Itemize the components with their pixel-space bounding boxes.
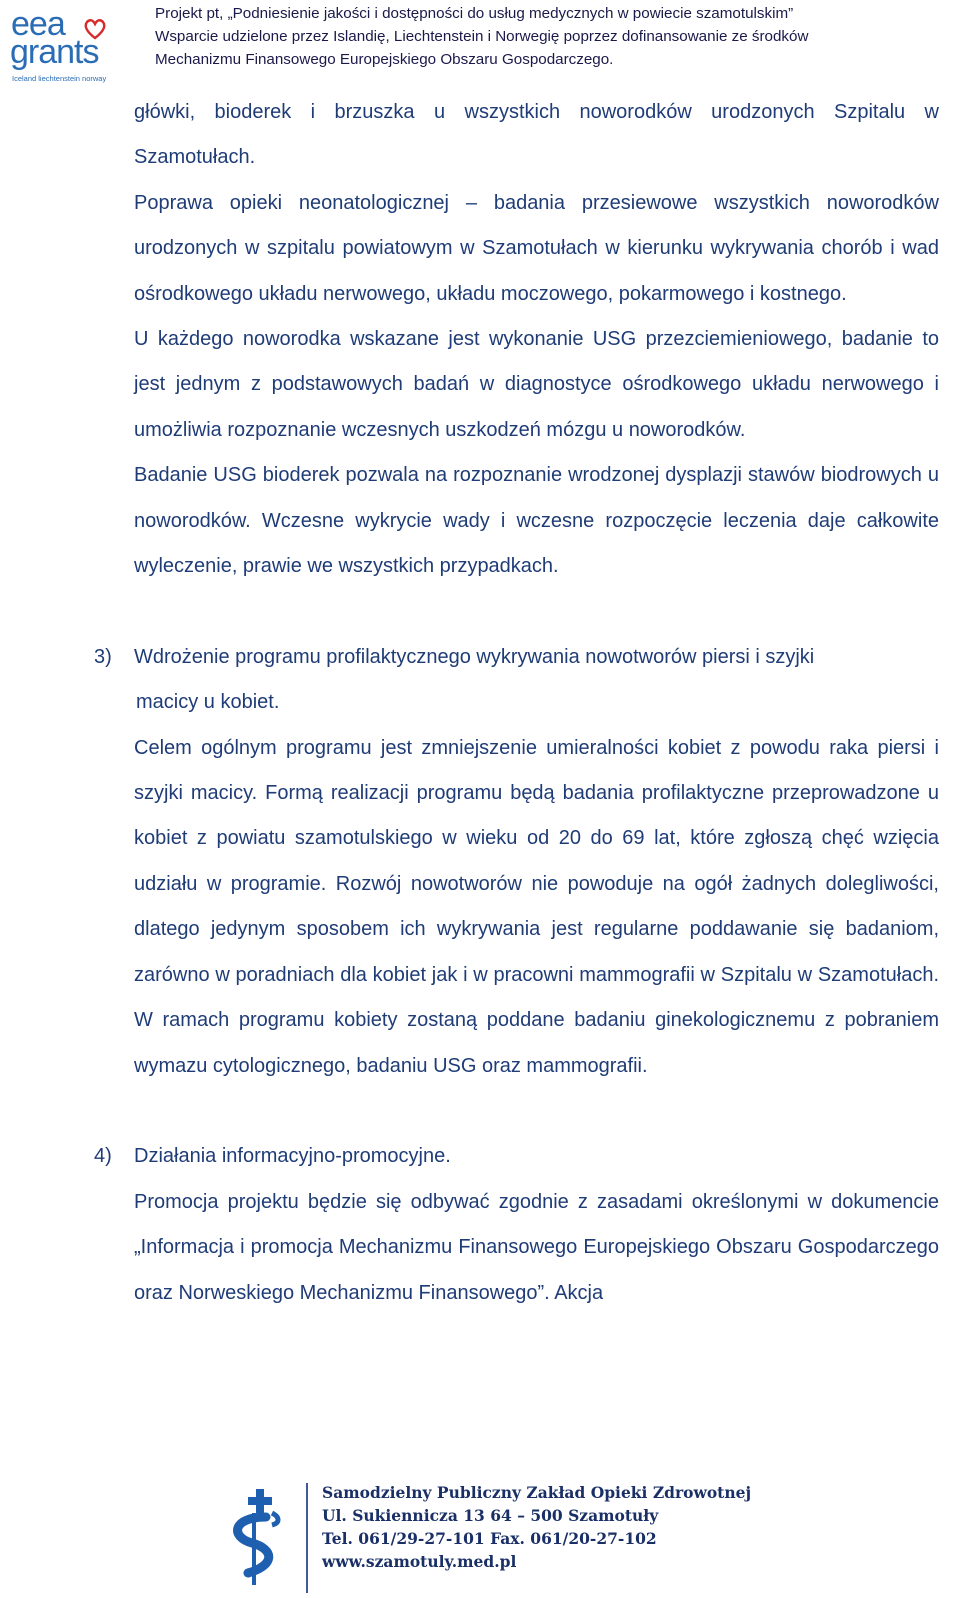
page-footer <box>0 1475 960 1598</box>
list-item-title: Wdrożenie programu profilaktycznego wykrywania nowotworów piersi i szyjki <box>134 645 815 668</box>
header-line-3: Mechanizmu Finansowego Europejskiego Obszaru Gospodarczego. <box>155 51 614 68</box>
footer-divider <box>306 1483 308 1593</box>
list-item-title: Działania informacyjno-promocyjne. <box>134 1145 451 1168</box>
hospital-caduceus-logo-icon <box>222 1487 294 1587</box>
list-item-4 <box>94 1134 939 1316</box>
logo-grants-text: grants <box>10 33 99 71</box>
footer-contact <box>322 1481 751 1573</box>
header-line-1: Projekt pt, „Podniesienie jakości i dostępności do usług medycznych w powiecie szamotulskim” <box>155 5 794 22</box>
document-body <box>94 90 939 1316</box>
footer-phone-fax: Tel. 061/29-27-101 Fax. 061/20-27-102 <box>322 1529 657 1548</box>
paragraph-usg-hips: Badanie USG bioderek pozwala na rozpoznanie wrodzonej dysplazji stawów biodrowych u noworodków. Wczesne wykrycie wady i wczesne rozpoczęcie leczenia daje całkowite wyleczenie, prawie we wszystkich przypadkach. <box>134 464 939 578</box>
paragraph-usg-head: U każdego noworodka wskazane jest wykonanie USG przezciemieniowego, badanie to jest jednym z podstawowych badań w diagnostyce ośrodkowego układu nerwowego i umożliwia rozpoznanie wczesnych uszkodzeń mózgu u noworodków. <box>134 328 939 441</box>
list-item-title-continuation: macicy u kobiet. <box>136 691 280 714</box>
intro-continuation: główki, bioderek i brzuszka u wszystkich noworodków urodzonych Szpitalu w Szamotułach. <box>134 101 939 169</box>
header-line-2: Wsparcie udzielone przez Islandię, Liechtenstein i Norwegię poprzez dofinansowanie ze środków <box>155 28 809 45</box>
paragraph-neonatal-care: Poprawa opieki neonatologicznej – badania przesiewowe wszystkich noworodków urodzonych w szpitalu powiatowym w Szamotułach w kierunku wykrywania chorób i wad ośrodkowego układu nerwowego, układu moczowego, pokarmowego i kostnego. <box>134 191 939 305</box>
eea-grants-logo <box>8 5 120 84</box>
list-item-number: 3) <box>94 645 112 668</box>
list-item-3 <box>94 635 939 1089</box>
list-item-text: Promocja projektu będzie się odbywać zgodnie z zasadami określonymi w dokumencie „Informacja i promocja Mechanizmu Finansowego Europejskiego Obszaru Gospodarczego oraz Norweskiego Mechanizmu Finansowego”. Akcja <box>134 1190 939 1304</box>
footer-address: Ul. Sukiennicza 13 64 – 500 Szamotuły <box>322 1506 659 1525</box>
list-item-text: Celem ogólnym programu jest zmniejszenie umieralności kobiet z powodu raka piersi i szyjki macicy. Formą realizacji programu będą badania profilaktyczne przeprowadzone u kobiet z powiatu szamotulskiego w wieku od 20 do 69 lat, które zgłoszą chęć wzięcia udziału w programie. Rozwój nowotworów nie powoduje na ogół żadnych dolegliwości, dlatego jedynym sposobem ich wykrywania jest regularne poddawanie się badaniom, zarówno w poradniach dla kobiet jak i w pracowni mammografii w Szpitalu w Szamotułach. W ramach programu kobiety zostaną poddane badaniu ginekologicznemu z pobraniem wymazu cytologicznego, badaniu USG oraz mammografii. <box>134 736 939 1077</box>
page-header <box>0 0 960 90</box>
header-project-info <box>155 2 808 71</box>
footer-website: www.szamotuly.med.pl <box>322 1552 517 1571</box>
list-item-number: 4) <box>94 1145 112 1168</box>
logo-eea-text: eea <box>11 5 65 43</box>
spacer <box>134 589 939 634</box>
footer-institution-name: Samodzielny Publiczny Zakład Opieki Zdrowotnej <box>322 1483 752 1502</box>
logo-countries-text: Iceland liechtenstein norway <box>12 74 107 83</box>
spacer <box>134 1089 939 1134</box>
